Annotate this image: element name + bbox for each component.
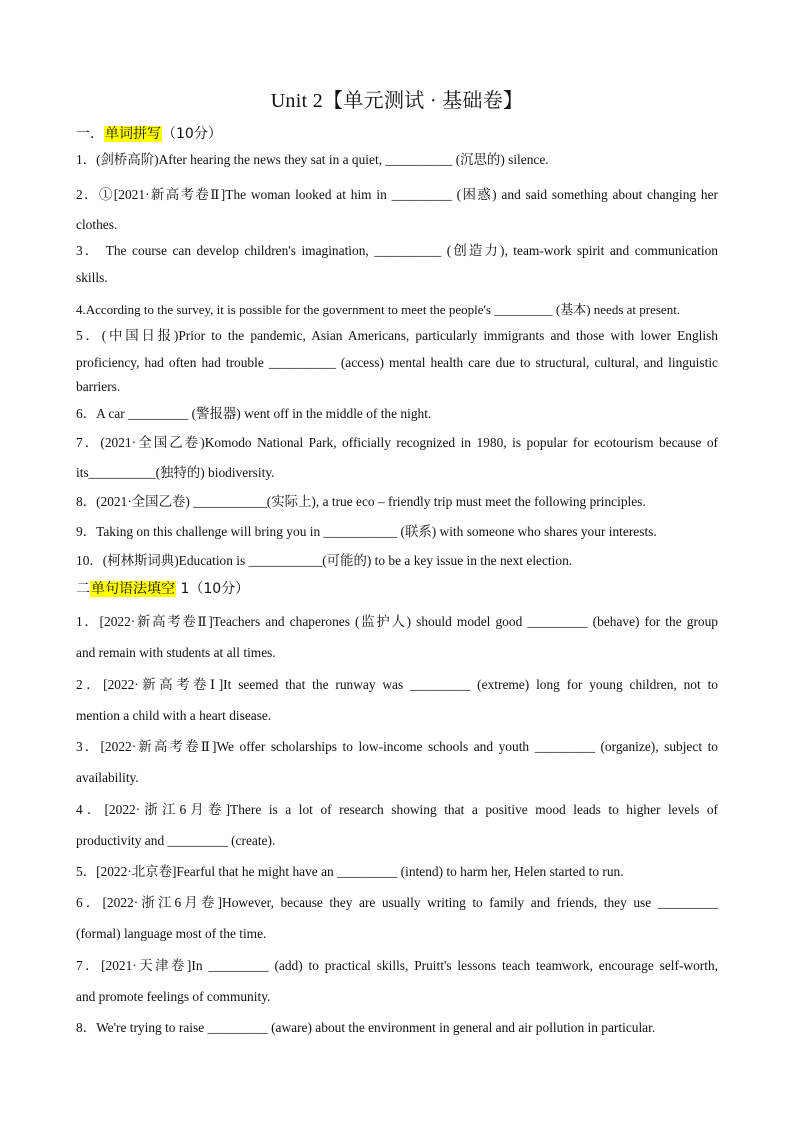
question-line: 4.According to the survey, it is possible for the government to meet the people's _________ (基本) needs at present. (76, 302, 681, 317)
section-points: （10分） (162, 126, 222, 142)
question-line: 2．①[2021·新高考卷Ⅱ]The woman looked at him in _________ (困惑) and said something about changing her (76, 187, 718, 202)
section-points: 1（10分） (176, 581, 250, 597)
question-line: and remain with students at all times. (76, 645, 276, 660)
section-prefix: 一． (76, 126, 104, 142)
question-line: and promote feelings of community. (76, 989, 271, 1004)
question-line: 5．[2022·北京卷]Fearful that he might have an _________ (intend) to harm her, Helen started to run. (76, 864, 624, 879)
question-line: its__________(独特的) biodiversity. (76, 465, 275, 480)
section-label-highlighted: 单词拼写 (105, 126, 161, 142)
question-line: (formal) language most of the time. (76, 926, 267, 941)
question-line: 9．Taking on this challenge will bring you in ___________ (联系) with someone who shares your interests. (76, 524, 657, 539)
question-line: 10．(柯林斯词典)Education is ___________(可能的) to be a key issue in the next election. (76, 553, 573, 568)
question-line: 7．(2021·全国乙卷)Komodo National Park, officially recognized in 1980, is popular for ecotourism because of (76, 435, 718, 450)
question-line: 7．[2021·天津卷]In _________ (add) to practical skills, Pruitt's lessons teach teamwork, encourage self-worth, (76, 958, 718, 973)
question-line: 6．[2022·浙江6月卷]However, because they are usually writing to family and friends, they use _________ (76, 895, 718, 910)
question-line: 1．(剑桥高阶)After hearing the news they sat in a quiet, __________ (沉思的) silence. (76, 152, 549, 167)
question-line: 2．[2022·新高考卷Ⅰ]It seemed that the runway was _________ (extreme) long for young children, not to (76, 677, 718, 692)
question-line: proficiency, had often had trouble __________ (access) mental health care due to structural, cultural, and linguistic (76, 355, 718, 370)
question-line: clothes. (76, 217, 118, 232)
section-heading-spelling (76, 124, 222, 144)
question-line: 8．We're trying to raise _________ (aware) about the environment in general and air pollution in particular. (76, 1020, 656, 1035)
question-line: 3． The course can develop children's imagination, __________ (创造力), team-work spirit and communication (76, 243, 718, 258)
question-line: 1．[2022·新高考卷Ⅱ]Teachers and chaperones (监护人) should model good _________ (behave) for the group (76, 614, 718, 629)
question-line: skills. (76, 270, 108, 285)
question-line: 8．(2021·全国乙卷) ___________(实际上), a true eco – friendly trip must meet the following principles. (76, 494, 646, 509)
section-prefix: 二 (76, 581, 90, 597)
question-line: productivity and _________ (create). (76, 833, 276, 848)
section-heading-grammar (76, 579, 249, 599)
question-line: 4．[2022·浙江6月卷]There is a lot of research showing that a positive mood leads to higher levels of (76, 802, 718, 817)
question-line: barriers. (76, 379, 121, 394)
question-line: 5．(中国日报)Prior to the pandemic, Asian Americans, particularly immigrants and those with lower English (76, 328, 718, 343)
question-line: 3．[2022·新高考卷Ⅱ]We offer scholarships to low-income schools and youth _________ (organize), subject to (76, 739, 718, 754)
page-title: Unit 2【单元测试 · 基础卷】 (270, 90, 524, 112)
question-line: mention a child with a heart disease. (76, 708, 272, 723)
question-line: 6．A car _________ (警报器) went off in the middle of the night. (76, 406, 432, 421)
section-label-highlighted: 单句语法填空 (91, 581, 175, 597)
question-line: availability. (76, 770, 139, 785)
